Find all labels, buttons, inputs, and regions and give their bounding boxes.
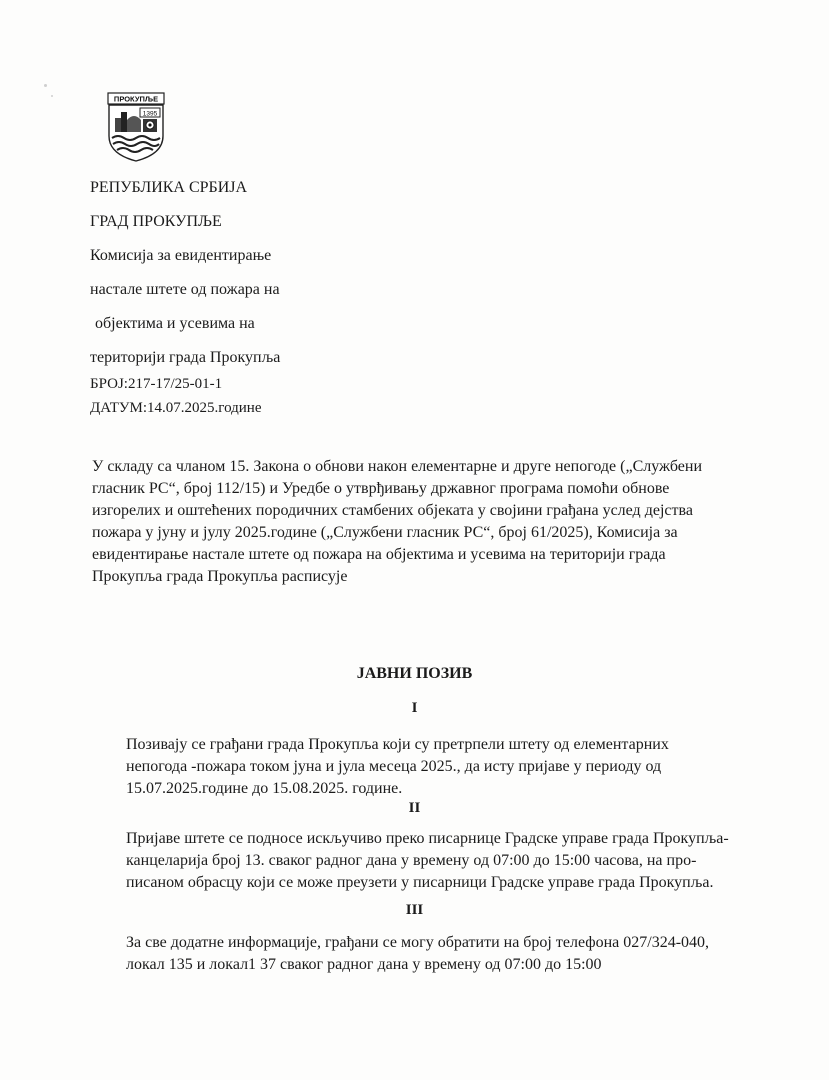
section-numeral-3: III: [405, 902, 424, 918]
section-line: За све додатне информације, грађани се могу обратити на број телефона 027/324-040,: [126, 934, 710, 951]
section-line: Пријаве штете се подносе искључиво преко писарнице Градске управе града Прокупља-: [126, 830, 729, 847]
section-3-text: [126, 932, 766, 976]
intro-line: У складу са чланом 15. Закона о обнови након елементарне и друге непогоде („Службени: [92, 458, 703, 475]
section-numeral-2: II: [408, 800, 421, 816]
crest-year: 1395: [142, 110, 158, 118]
intro-line: Прокупља града Прокупља расписује: [92, 568, 348, 585]
section-line: непогода -пожара током јуна и јула месеца 2025., да исту пријаве у периоду од: [126, 758, 662, 775]
section-line: канцеларија број 13. сваког радног дана у времену од 07:00 до 15:00 часова, на про-: [126, 852, 697, 869]
header-commission-line-2: настале штете од пожара на: [90, 281, 280, 298]
section-line: локал 135 и локал1 37 сваког радног дана у времену од 07:00 до 15:00: [126, 956, 602, 973]
section-line: писаном обрасцу који се може преузети у писарници Градске управе града Прокупља.: [126, 874, 714, 891]
section-2-text: [126, 828, 750, 894]
scan-speck: [51, 95, 53, 97]
coat-of-arms-icon: [107, 92, 165, 162]
intro-line: пожара у јуну и јулу 2025.године („Службени гласник РС“, број 61/2025), Комисија за: [92, 524, 678, 541]
header-commission-line-3: објектима и усевима на: [95, 315, 255, 332]
header-commission-line-1: Комисија за евидентирање: [90, 247, 272, 264]
crest-city-name: ПРОКУПЉЕ: [113, 94, 159, 104]
intro-paragraph: [92, 456, 732, 588]
header-commission-line-4: територији града Прокупља: [90, 349, 281, 366]
section-1-text: [126, 734, 766, 800]
document-date: ДАТУМ:14.07.2025.године: [90, 400, 262, 416]
header-country: РЕПУБЛИКА СРБИЈА: [90, 179, 248, 196]
intro-line: гласник РС“, број 112/15) и Уредбе о утврђивању државног програма помоћи обнове: [92, 480, 670, 497]
intro-line: евидентирање настале штете од пожара на објектима и усевима на територији града: [92, 546, 666, 563]
public-call-title: ЈАВНИ ПОЗИВ: [356, 665, 473, 682]
section-line: Позивају се грађани града Прокупља који су претрпели штету од елементарних: [126, 736, 669, 753]
intro-line: изгорелих и оштећених породичних стамбених објеката у својини грађана услед дејства: [92, 502, 693, 519]
section-line: 15.07.2025.године до 15.08.2025. године.: [126, 780, 403, 797]
scan-speck: [44, 84, 47, 87]
document-number: БРОЈ:217-17/25-01-1: [90, 376, 223, 392]
section-numeral-1: I: [411, 700, 418, 716]
header-city: ГРАД ПРОКУПЉЕ: [90, 213, 222, 230]
